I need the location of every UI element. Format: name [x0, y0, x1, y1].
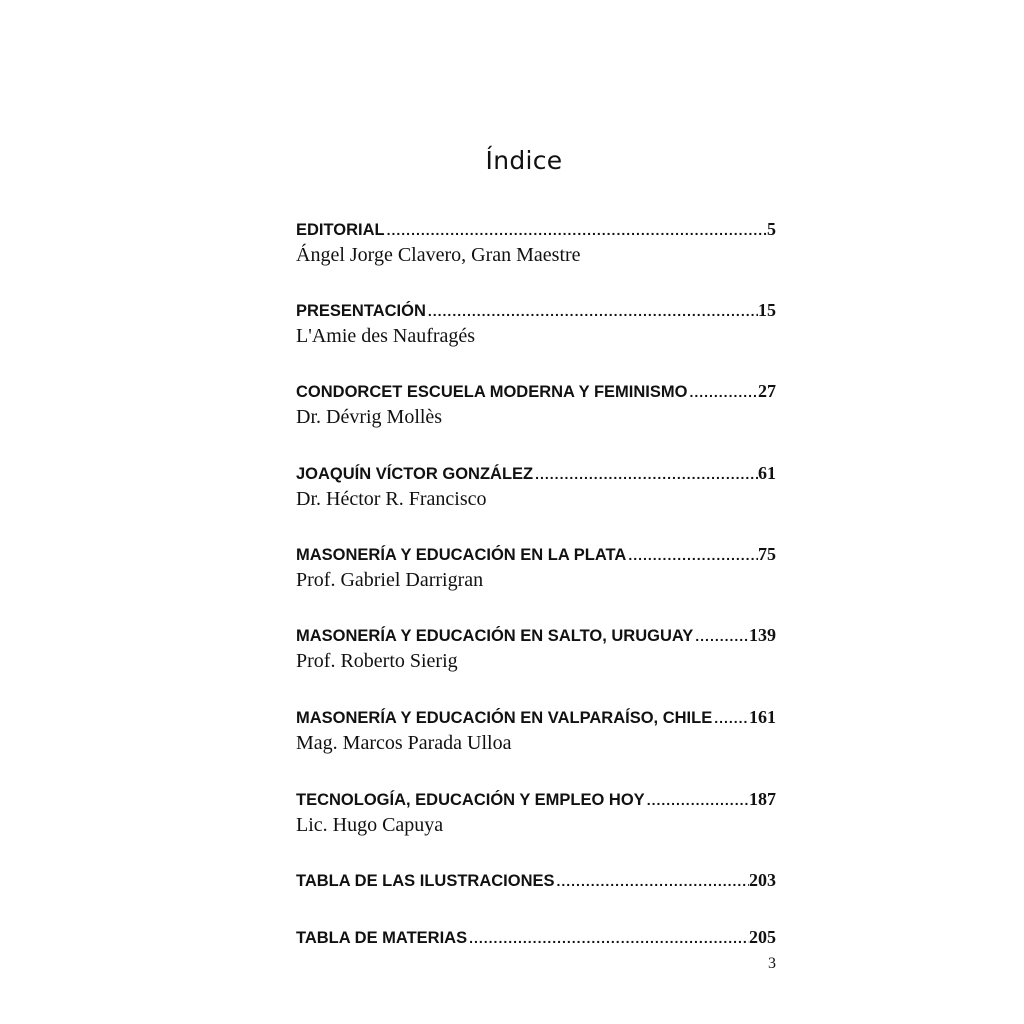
- toc-entry-la-plata: [296, 543, 776, 593]
- toc-entry-presentacion: [296, 299, 776, 349]
- toc-entry-condorcet: [296, 380, 776, 430]
- dot-leader: [687, 381, 758, 402]
- toc-heading: JOAQUÍN VÍCTOR GONZÁLEZ: [296, 465, 534, 483]
- toc-page-number: 27: [758, 381, 776, 401]
- dot-leader: [533, 463, 758, 484]
- toc-page-number: 139: [749, 625, 776, 645]
- toc-heading: MASONERÍA Y EDUCACIÓN EN LA PLATA: [296, 546, 627, 564]
- dot-leader: [426, 300, 758, 321]
- toc-page-number: 5: [767, 219, 776, 239]
- toc-author: Mag. Marcos Parada Ulloa: [296, 732, 512, 754]
- toc-heading-line: [296, 462, 776, 484]
- toc-heading-line: [296, 706, 776, 728]
- toc-heading: EDITORIAL: [296, 221, 385, 239]
- dot-leader: [712, 707, 749, 728]
- toc-heading-line: [296, 869, 776, 891]
- toc-heading: MASONERÍA Y EDUCACIÓN EN SALTO, URUGUAY: [296, 627, 694, 645]
- toc-heading-line: [296, 926, 776, 948]
- toc-page-number: 15: [758, 300, 776, 320]
- toc-author: Prof. Gabriel Darrigran: [296, 569, 484, 591]
- dot-leader: [693, 625, 749, 646]
- toc-heading: TABLA DE LAS ILUSTRACIONES: [296, 872, 555, 890]
- toc-page-number: 203: [749, 870, 776, 890]
- toc-entry-salto: [296, 624, 776, 674]
- toc-author: Lic. Hugo Capuya: [296, 814, 444, 836]
- toc-entry-editorial: [296, 218, 776, 268]
- toc-heading: TABLA DE MATERIAS: [296, 929, 468, 947]
- toc-page-number: 61: [758, 463, 776, 483]
- dot-leader: [385, 219, 767, 240]
- dot-leader: [645, 789, 749, 810]
- toc-heading: MASONERÍA Y EDUCACIÓN EN VALPARAÍSO, CHILE: [296, 709, 713, 727]
- toc-heading-line: [296, 543, 776, 565]
- toc-page-number: 75: [758, 544, 776, 564]
- page-title: Índice: [485, 146, 563, 175]
- toc-entry-tecnologia: [296, 788, 776, 838]
- toc-page-number: 205: [749, 927, 776, 947]
- toc-heading: PRESENTACIÓN: [296, 302, 426, 320]
- toc-author: Prof. Roberto Sierig: [296, 650, 458, 672]
- page-number: 3: [768, 955, 776, 972]
- toc-heading-line: [296, 299, 776, 321]
- dot-leader: [626, 544, 758, 565]
- dot-leader: [555, 870, 750, 891]
- toc-author: Dr. Dévrig Mollès: [296, 406, 443, 428]
- toc-entry-materias: [296, 926, 776, 948]
- toc-heading-line: [296, 218, 776, 240]
- toc-page-number: 187: [749, 789, 776, 809]
- dot-leader: [467, 927, 749, 948]
- toc-heading: CONDORCET ESCUELA MODERNA Y FEMINISMO: [296, 383, 688, 401]
- toc-heading-line: [296, 624, 776, 646]
- toc-entry-valparaiso: [296, 706, 776, 756]
- toc-author: L'Amie des Naufragés: [296, 325, 476, 347]
- toc-page-number: 161: [749, 707, 776, 727]
- toc-heading: TECNOLOGÍA, EDUCACIÓN Y EMPLEO HOY: [296, 791, 645, 809]
- toc-heading-line: [296, 380, 776, 402]
- toc-author: Dr. Héctor R. Francisco: [296, 488, 487, 510]
- toc-entry-ilustraciones: [296, 869, 776, 891]
- toc-entry-gonzalez: [296, 462, 776, 512]
- toc-author: Ángel Jorge Clavero, Gran Maestre: [296, 244, 581, 266]
- toc-heading-line: [296, 788, 776, 810]
